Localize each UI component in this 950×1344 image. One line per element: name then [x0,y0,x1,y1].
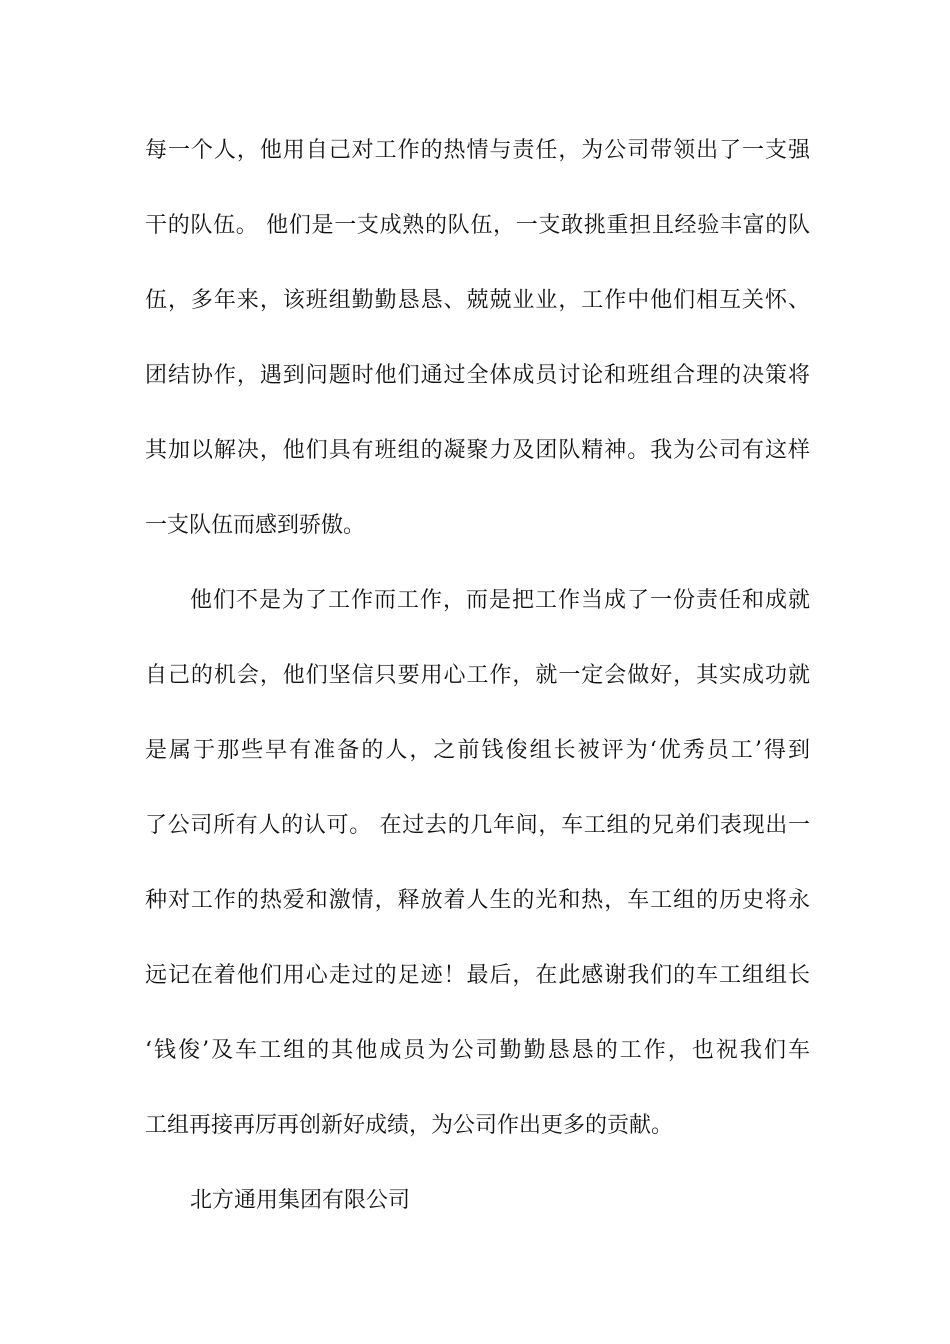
text-line: 远记在着他们用心走过的足迹！最后，在此感谢我们的车工组组长 [145,963,810,988]
text-line: ‘钱俊’及车工组的其他成员为公司勤勤恳恳的工作，也祝我们车 [145,1038,810,1063]
text-line: 一支队伍而感到骄傲。 [145,513,366,538]
text-line: 了公司所有人的认可。 在过去的几年间，车工组的兄弟们表现出一 [145,813,810,838]
text-line: 是属于那些早有准备的人，之前钱俊组长被评为‘优秀员工’得到 [145,738,810,763]
text-line: 工组再接再厉再创新好成绩，为公司作出更多的贡献。 [145,1113,674,1138]
text-line: 其加以解决，他们具有班组的凝聚力及团队精神。我为公司有这样 [145,438,810,463]
text-line: 每一个人，他用自己对工作的热情与责任，为公司带领出了一支强 [145,138,810,163]
document-body [145,132,810,1220]
paragraph-start-line: 他们不是为了工作而工作，而是把工作当成了一份责任和成就 [190,588,810,613]
text-line: 种对工作的热爱和激情，释放着人生的光和热，车工组的历史将永 [145,888,810,913]
text-line: 自己的机会，他们坚信只要用心工作，就一定会做好，其实成功就 [145,663,810,688]
signature-line: 北方通用集团有限公司 [190,1188,411,1213]
text-line: 伍，多年来，该班组勤勤恳恳、兢兢业业，工作中他们相互关怀、 [145,288,810,313]
text-line: 干的队伍。 他们是一支成熟的队伍，一支敢挑重担且经验丰富的队 [145,213,810,238]
text-line: 团结协作，遇到问题时他们通过全体成员讨论和班组合理的决策将 [145,363,810,388]
